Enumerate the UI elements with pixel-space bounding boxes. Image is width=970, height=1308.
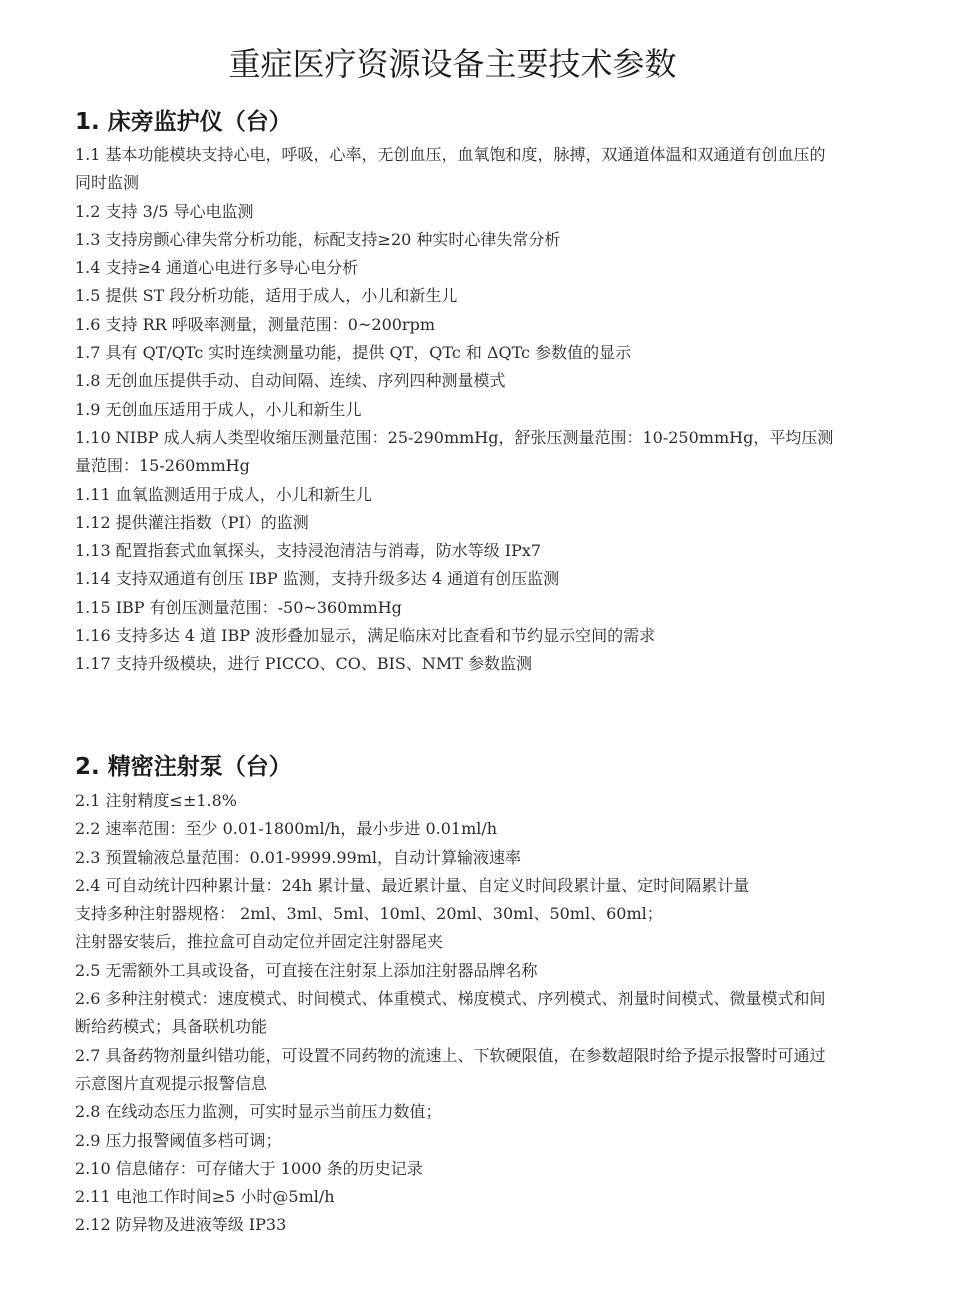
spec-item: 2.11 电池工作时间≥5 小时@5ml/h — [75, 1187, 335, 1207]
section-heading-bedside-monitor: 1. 床旁监护仪（台） — [75, 109, 292, 135]
spec-item: 1.9 无创血压适用于成人，小儿和新生儿 — [75, 399, 362, 419]
spec-item: 1.14 支持双通道有创压 IBP 监测，支持升级多达 4 通道有创压监测 — [75, 569, 560, 589]
spec-item: 1.12 提供灌注指数（PI）的监测 — [75, 512, 309, 532]
spec-item: 2.8 在线动态压力监测，可实时显示当前压力数值； — [75, 1102, 442, 1122]
spec-item: 2.5 无需额外工具或设备，可直接在注射泵上添加注射器品牌名称 — [75, 960, 538, 980]
spec-item: 支持多种注射器规格： 2ml、3ml、5ml、10ml、20ml、30ml、50ml、60ml； — [75, 904, 663, 924]
spec-item: 注射器安装后，推拉盒可自动定位并固定注射器尾夹 — [75, 932, 444, 952]
section-heading-syringe-pump: 2. 精密注射泵（台） — [75, 754, 292, 780]
spec-item: 1.17 支持升级模块，进行 PICCO、CO、BIS、NMT 参数监测 — [75, 654, 533, 674]
spec-item: 2.6 多种注射模式：速度模式、时间模式、体重模式、梯度模式、序列模式、剂量时间模式、微量模式和间断给药模式；具备联机功能 — [75, 989, 826, 1037]
spec-item: 1.8 无创血压提供手动、自动间隔、连续、序列四种测量模式 — [75, 371, 506, 391]
section-items-bedside-monitor — [75, 141, 835, 679]
spec-item: 1.11 血氧监测适用于成人，小儿和新生儿 — [75, 484, 372, 504]
spec-item: 1.6 支持 RR 呼吸率测量，测量范围：0~200rpm — [75, 314, 435, 334]
spec-item: 2.10 信息储存：可存储大于 1000 条的历史记录 — [75, 1158, 423, 1178]
spec-item: 1.4 支持≥4 通道心电进行多导心电分析 — [75, 258, 359, 278]
page-title: 重症医疗资源设备主要技术参数 — [228, 45, 677, 83]
spec-item: 1.13 配置指套式血氧探头，支持浸泡清洁与消毒，防水等级 IPx7 — [75, 541, 542, 561]
spec-item: 1.16 支持多达 4 道 IBP 波形叠加显示，满足临床对比查看和节约显示空间的需求 — [75, 626, 656, 646]
spec-item: 1.15 IBP 有创压测量范围：-50~360mmHg — [75, 597, 402, 617]
spec-item: 2.3 预置输液总量范围：0.01-9999.99ml，自动计算输液速率 — [75, 847, 522, 867]
spec-item: 1.1 基本功能模块支持心电，呼吸，心率，无创血压，血氧饱和度，脉搏，双通道体温和双通道有创血压的同时监测 — [75, 145, 826, 193]
spec-item: 2.12 防异物及进液等级 IP33 — [75, 1215, 287, 1235]
spec-item: 1.3 支持房颤心律失常分析功能，标配支持≥20 种实时心律失常分析 — [75, 229, 561, 249]
spec-item: 1.10 NIBP 成人病人类型收缩压测量范围：25-290mmHg，舒张压测量范围：10-250mmHg，平均压测量范围：15-260mmHg — [75, 427, 834, 476]
spec-item: 1.5 提供 ST 段分析功能，适用于成人，小儿和新生儿 — [75, 286, 458, 306]
section-items-syringe-pump — [75, 787, 835, 1240]
spec-item: 2.2 速率范围：至少 0.01-1800ml/h，最小步进 0.01ml/h — [75, 819, 498, 839]
spec-item: 1.2 支持 3/5 导心电监测 — [75, 201, 254, 221]
spec-item: 2.1 注射精度≤±1.8% — [75, 791, 237, 810]
spec-item: 2.9 压力报警阈值多档可调； — [75, 1130, 282, 1150]
spec-item: 1.7 具有 QT/QTc 实时连续测量功能，提供 QT，QTc 和 ΔQTc 参数值的显示 — [75, 343, 632, 363]
spec-item: 2.4 可自动统计四种累计量：24h 累计量、最近累计量、自定义时间段累计量、定时间隔累计量 — [75, 875, 750, 895]
spec-item: 2.7 具备药物剂量纠错功能，可设置不同药物的流速上、下软硬限值，在参数超限时给予提示报警时可通过示意图片直观提示报警信息 — [75, 1045, 826, 1093]
